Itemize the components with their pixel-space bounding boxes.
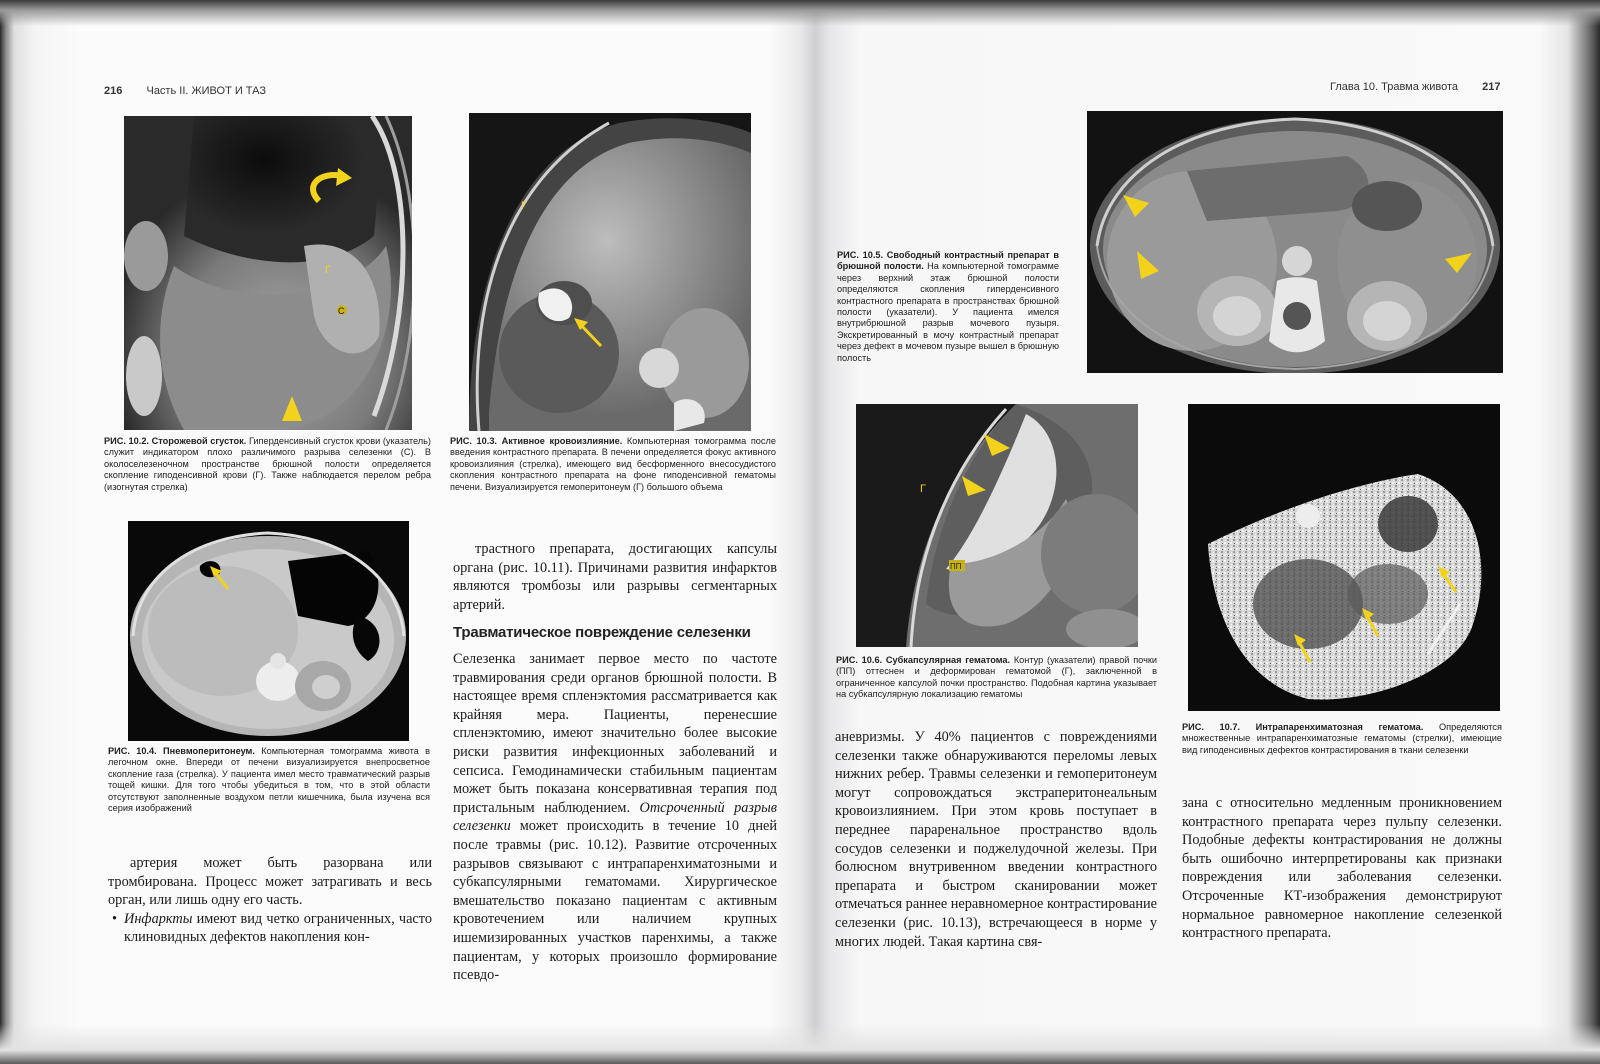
figure-10-6-marker-g: Г xyxy=(920,483,926,495)
figure-10-2-caption xyxy=(104,436,431,493)
figure-10-2-ct-image xyxy=(124,116,412,430)
figure-10-4-title: Пневмоперитонеум. xyxy=(163,746,255,756)
left-col1-bullet xyxy=(108,910,432,947)
right-running-head-text: Глава 10. Травма живота xyxy=(1330,81,1459,93)
figure-10-5-label: РИС. 10.5. xyxy=(837,250,884,260)
left-col2-paragraph-continued: трастного препарата, достигающих капсулы органа (рис. 10.11). Причинами развития инфарктов являются тромбозы или разрывы сегментарных артерий. xyxy=(453,541,777,613)
figure-10-7-label: РИС. 10.7. xyxy=(1182,722,1240,732)
left-page-number: 216 xyxy=(104,85,123,97)
left-col2-paragraph-2 xyxy=(453,650,777,985)
right-col2-body xyxy=(1182,794,1502,943)
figure-10-3-text: Компьютерная томограмма после введения контрастного препарата. В печени определяется фокус активного кровоизлияния (стрелка), имеющего вид бесформенного внесосудистого скопления контрастного препарата на фоне гиподенсивной гематомы печени. Визуализируется гемоперитонеум (Г) большого объема xyxy=(450,436,776,492)
figure-10-2-label: РИС. 10.2. xyxy=(104,436,149,446)
figure-10-4-label: РИС. 10.4. xyxy=(108,746,157,756)
figure-10-6-label: РИС. 10.6. xyxy=(836,655,883,665)
figure-10-3-title: Активное кровоизлияние. xyxy=(501,436,623,446)
page-bottom-shadow xyxy=(0,1024,1600,1064)
figure-10-7-title: Интрапаренхиматозная гематома. xyxy=(1255,722,1424,732)
left-col1-body xyxy=(108,854,432,947)
figure-10-7-caption xyxy=(1182,722,1502,756)
figure-10-2-marker-c: С xyxy=(338,306,345,316)
left-col1-paragraph: артерия может быть разорвана или тромбирована. Процесс может затрагивать и весь орган, или лишь одну его часть. xyxy=(108,855,432,909)
figure-10-5-caption xyxy=(837,250,1059,364)
figure-10-5-title: Свободный контрастный препарат в брюшной полости. xyxy=(837,250,1059,272)
spleen-paragraph-term: Отсроченный разрыв селезенки xyxy=(453,799,778,835)
left-running-head xyxy=(104,85,266,97)
right-col1-paragraph: аневризмы. У 40% пациентов с повреждениями селезенки также обнаруживаются переломы левых нижних ребер. Травмы селезенки и гемоперитонеум могут сопровождаться экстраперитонеальным кровоизлиянием. При этом кровь поступает в переднее параренальное пространство вдоль сосудов селезенки и поджелудочной железы. При болюсном внутривенном введении контрастного препарата и быстром сканировании может отмечаться раннее неравномерное контрастирование селезенки (рис. 10.13), встречающееся в норме у многих людей. Такая картина свя- xyxy=(835,729,1157,950)
left-col2-body-top xyxy=(453,540,777,614)
figure-10-4-caption xyxy=(108,746,430,814)
page-top-shadow xyxy=(0,0,1600,26)
right-running-head xyxy=(1330,81,1501,93)
figure-10-3-marker-g: Г xyxy=(521,200,527,212)
figure-10-4-text: Компьютерная томограмма живота в легочном окне. Впереди от печени визуализируется внепросветное скопление газа (стрелка). У пациента имел место травматический разрыв тощей кишки. Для того чтобы убедиться в том, что в этой области отсутствуют заполненные воздухом петли кишечника, была изучена вся серия изображений xyxy=(108,746,430,814)
figure-10-2-text: Гиперденсивный сгусток крови (указатель) служит индикатором плохо различимого разрыва селезенки (С). В околоселезеночном пространстве брюшной полости определяется скопление гиподенсивной крови (Г). Также наблюдается перелом ребра (изогнутая стрелка) xyxy=(104,436,431,492)
figure-10-5-ct-image xyxy=(1087,111,1503,373)
bullet-marker: • xyxy=(112,910,118,927)
right-col2-paragraph: зана с относительно медленным проникновением контрастного препарата через пульпу селезенки. Подобные дефекты контрастирования не должны быть ошибочно интерпретированы как признаки повреждения или заболевания селезенки. Отсроченные КТ-изображения демонстрируют нормальное равномерное накопление селезенкой контрастного препарата. xyxy=(1182,795,1502,942)
figure-10-5-text: На компьютерной томограмме через верхний этаж брюшной полости определяются скопления гиперденсивного контрастного препарата в пространствах брюшной полости (указатели). У пациента имелся внутрибрюшной разрыв мочевого пузыря. Экскретированный в мочу контрастный препарат через дефект в мочевом пузыре вышел в брюшную полость xyxy=(837,261,1059,363)
figure-10-3-ct-image xyxy=(469,113,751,431)
section-heading: Травматическое повреждение селезенки xyxy=(453,624,751,641)
figure-10-3-caption xyxy=(450,436,776,493)
figure-10-6-ct-image xyxy=(856,404,1138,647)
spleen-paragraph-b: может происходить в течение 10 дней после травмы (рис. 10.12). Развитие отсроченных разрывов связывают с интрапаренхиматозными и субкапсулярными гематомами. Хирургическое вмешательство показано пациентам с активным кровотечением или наличием крупных ишемизированных участков паренхимы, а также пациентам, у которых произошло формирование псевдо- xyxy=(453,818,777,984)
right-col1-body xyxy=(835,728,1157,951)
right-page-number: 217 xyxy=(1482,81,1501,93)
bullet-term: Инфаркты xyxy=(124,910,193,927)
left-running-head-text: Часть II. ЖИВОТ И ТАЗ xyxy=(146,85,267,97)
figure-10-6-marker-pp: ПП xyxy=(950,562,962,571)
spleen-paragraph-a: Селезенка занимает первое место по частоте травмирования среди органов брюшной полости. В настоящее время спленэктомия рассматривается как крайняя мера. Пациенты, перенесшие спленэктомию, имеют значительно более высокие риски развития инфекционных заболеваний и сепсиса. Гемодинамически стабильным пациентам может быть показана консервативная терапия под пристальным наблюдением. xyxy=(453,651,777,816)
figure-10-6-title: Субкапсулярная гематома. xyxy=(885,655,1011,665)
figure-10-7-ct-image xyxy=(1188,404,1500,711)
figure-10-3-label: РИС. 10.3. xyxy=(450,436,497,446)
figure-10-2-title: Сторожевой сгусток. xyxy=(151,436,247,446)
figure-10-4-ct-image xyxy=(128,521,409,741)
left-col2-body-bottom xyxy=(453,650,777,985)
figure-10-7-text: Определяются множественные интрапаренхиматозные гематомы (стрелки), имеющие вид гиподенсивных дефектов контрастирования в ткани селезенки xyxy=(1182,722,1502,755)
bullet-text: имеют вид четко ограниченных, часто клиновидных дефектов накопления кон- xyxy=(124,910,432,946)
figure-10-6-caption xyxy=(836,655,1157,701)
figure-10-6-text: Контур (указатели) правой почки (ПП) оттеснен и деформирован гематомой (Г), заключенной в ограниченное капсулой почки пространство. Подобная картина указывает на субкапсулярную локализацию гематомы xyxy=(836,655,1158,700)
figure-10-2-marker-g: Г xyxy=(325,264,331,276)
